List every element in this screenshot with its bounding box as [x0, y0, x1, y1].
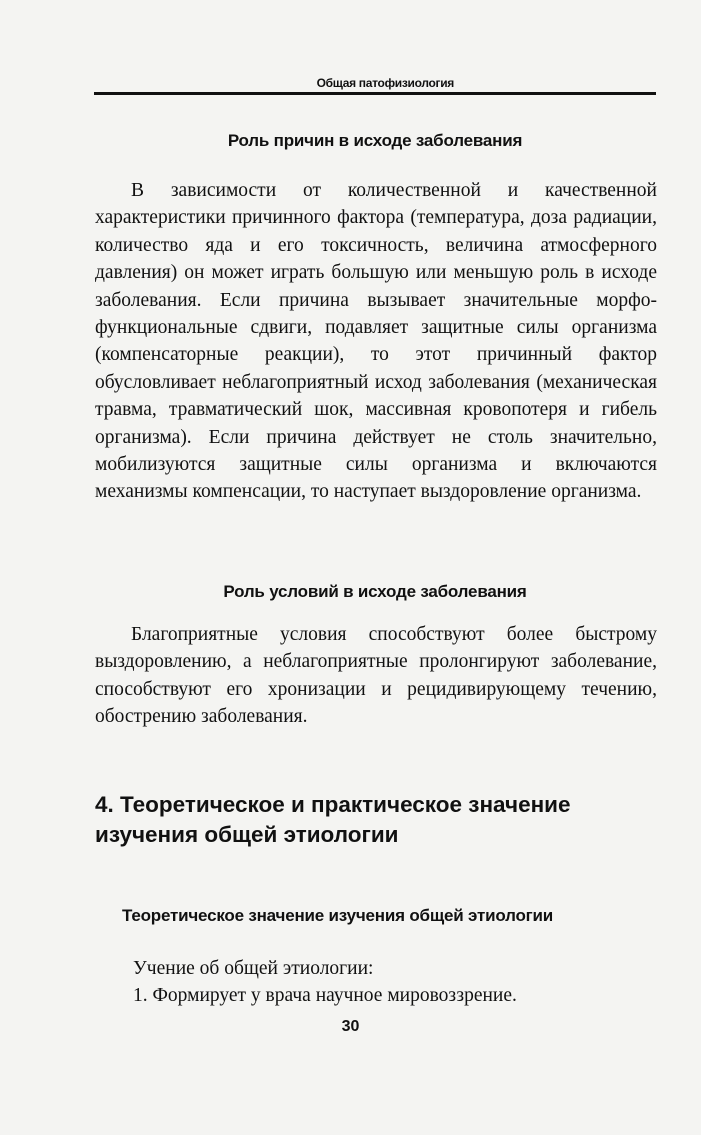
running-title: Общая патофизиология	[316, 76, 454, 90]
page-number: 30	[341, 1018, 360, 1035]
section-heading-theory: Теоретическое значение изучения общей этиологии	[122, 906, 554, 925]
theory-intro: Учение об общей этиологии:	[133, 958, 374, 979]
header-rule	[94, 92, 656, 95]
section-heading-causes: Роль причин в исходе заболевания	[227, 131, 523, 150]
paragraph-conditions: Благоприятные условия способствуют более быстрому выздоровлению, а неблагоприятные пролонгируют заболевание, способствуют его хронизации и рецидивирующему течению, обострению заболевания.	[95, 624, 657, 728]
section-heading-conditions: Роль условий в исходе заболевания	[223, 582, 527, 601]
chapter-heading: 4. Теоретическое и практическое значение изучения общей этиологии	[95, 792, 571, 847]
list-item: 1. Формирует у врача научное мировоззрение.	[133, 985, 517, 1006]
paragraph-causes: В зависимости от количественной и качественной характеристики причинного фактора (температура, доза радиации, количество яда и его токсичность, величина атмосферного давления) он может играть большую или меньшую роль в исходе заболевания. Если причина вызывает значительные морфо-функциональные сдвиги, подавляет защитные силы организма (компенсаторные реакции), то этот причинный фактор обусловливает неблагоприятный исход заболевания (механическая травма, травматический шок, массивная кровопотеря и гибель организма). Если причина действует не столь значительно, мобилизуются защитные силы организма и включаются механизмы компенсации, то наступает выздоровление организма.	[95, 180, 657, 503]
